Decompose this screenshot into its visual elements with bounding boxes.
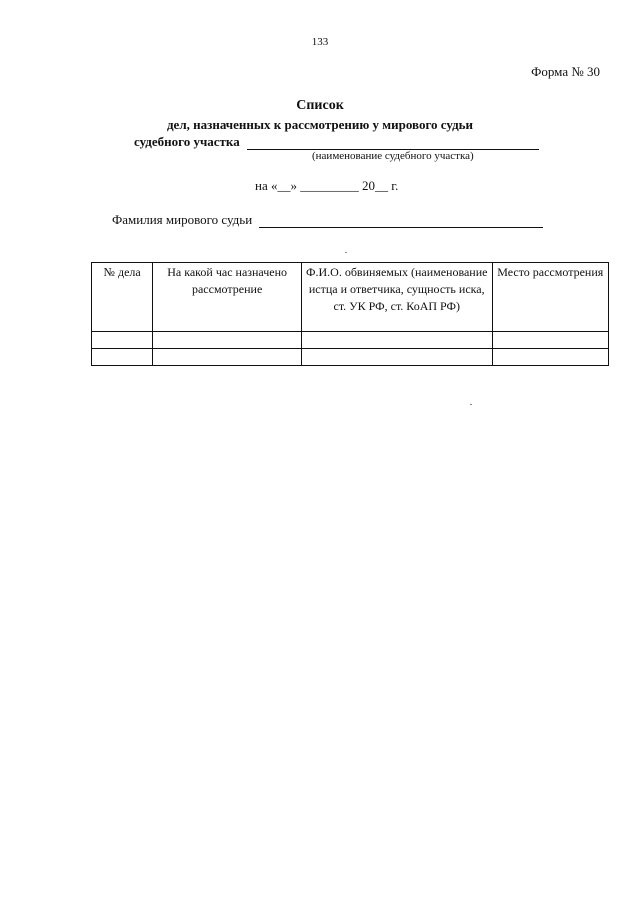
table-cell [492,332,608,349]
district-blank [247,137,539,150]
header-place: Место рассмотрения [492,263,608,332]
district-caption: (наименование судебного участка) [312,150,474,162]
table-cell [301,349,492,366]
header-hearing-time: На какой час назначено рассмотрение [153,263,302,332]
table-cell [301,332,492,349]
table-cell [92,332,153,349]
judge-label: Фамилия мирового судьи [112,212,253,227]
table-cell [92,349,153,366]
judge-blank [259,215,543,228]
scan-speck [470,404,472,405]
header-parties: Ф.И.О. обвиняемых (наименование истца и ответчика, сущность иска, ст. УК РФ, ст. КоАП РФ) [301,263,492,332]
scan-speck [345,252,347,253]
table-row [92,332,609,349]
document-subtitle: дел, назначенных к рассмотрению у мирового судьи [166,117,474,132]
table-header-row [92,263,609,332]
table-cell [153,332,302,349]
form-number: Форма № 30 [531,64,600,79]
page-number: 133 [311,36,329,48]
table-cell [492,349,608,366]
table-cell [153,349,302,366]
district-label: судебного участка [134,134,240,149]
header-case-number: № дела [92,263,153,332]
table-row [92,349,609,366]
cases-table [91,262,609,366]
title-block [0,96,640,134]
district-line [134,134,539,150]
document-title: Список [296,98,344,113]
judge-line [112,212,543,228]
date-line: на «__» _________ 20__ г. [255,178,399,193]
